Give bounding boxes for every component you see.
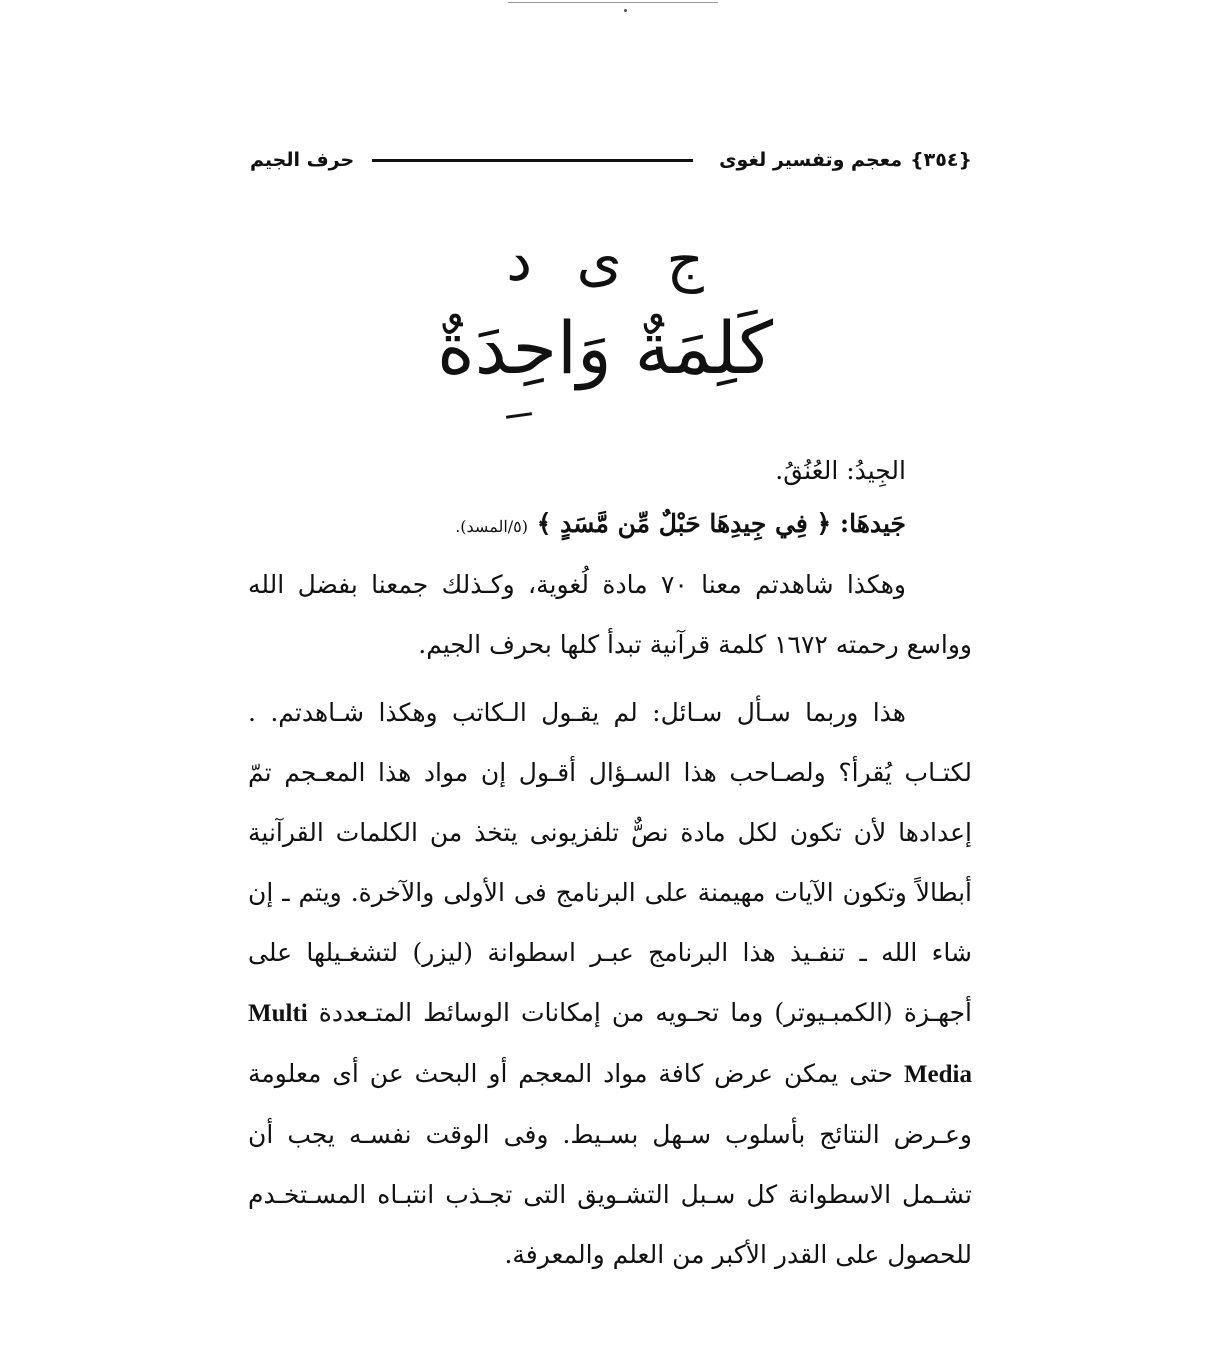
verse-text: ﴿ فِي جِيدِهَا حَبْلٌ مِّن مَّسَدٍ ﴾ (536, 509, 832, 538)
paragraph-2-part-2: حتى يمكن عرض كافة مواد المعجم أو البحث عن أى معلومة وعـرض النتائج بأسلوب سـهل بسـيط. وفى الوقت نفسـه يجب أن تشـمل الاسطوانة كل سـبل التشـويق التى تجـذب انتبـاه المسـتخـدم للحصول على القدر الأكبر من العلم والمعرفة. (248, 1059, 972, 1269)
scan-edge-line (508, 2, 718, 3)
book-title: معجم وتفسير لغوى (719, 149, 903, 171)
title-decorative-mark (506, 412, 532, 419)
verse-reference: (٥/المسد). (455, 517, 528, 536)
paragraph-2 (248, 683, 972, 1285)
entry-title: كَلِمَةٌ وَاحِدَةٌ (436, 306, 774, 390)
running-header (250, 138, 972, 182)
latin-term: Multi Media (248, 1000, 972, 1088)
scan-speck (624, 9, 627, 12)
paragraph-1: وهكذا شاهدتم معنا ٧٠ مادة لُغوية، وكـذلك جمعنا بفضل الله وواسع رحمته ١٦٧٢ كلمة قرآنية تبدأ كلها بحرف الجيم. (248, 570, 972, 659)
root-letters: ج ى د (506, 226, 704, 294)
paragraph-2-part-1: هذا وربما سـأل سـائل: لم يقـول الـكاتب وهكذا شـاهدتم. . لكتـاب يُقرأ؟ ولصـاحب هذا السـؤال أقـول إن مواد هذا المعـجم تمّ إعدادها لأن تكون لكل مادة نصٌّ تلفزيونى يتخذ من الكلمات القرآنية أبطالاً وتكون الآيات مهيمنة على البرنامج فى الأولى والآخرة. ويتم ـ إن شاء الله ـ تنفـيذ هذا البرنامج عبـر اسطوانة (ليزر) لتشغـيلها على أجهـزة (الكمبـيوتر) وما تحـويه من إمكانات الوسائط المتـعددة (248, 698, 972, 1027)
definition-line: الجِيدُ: العُنُقُ. (775, 456, 906, 485)
body-text (248, 452, 972, 1285)
page-number: {٣٥٤} (910, 149, 972, 171)
header-rule (372, 159, 693, 162)
verse-line (248, 504, 972, 547)
verse-label: جَيدهَا: (839, 509, 906, 538)
chapter-name: حرف الجيم (250, 149, 355, 171)
